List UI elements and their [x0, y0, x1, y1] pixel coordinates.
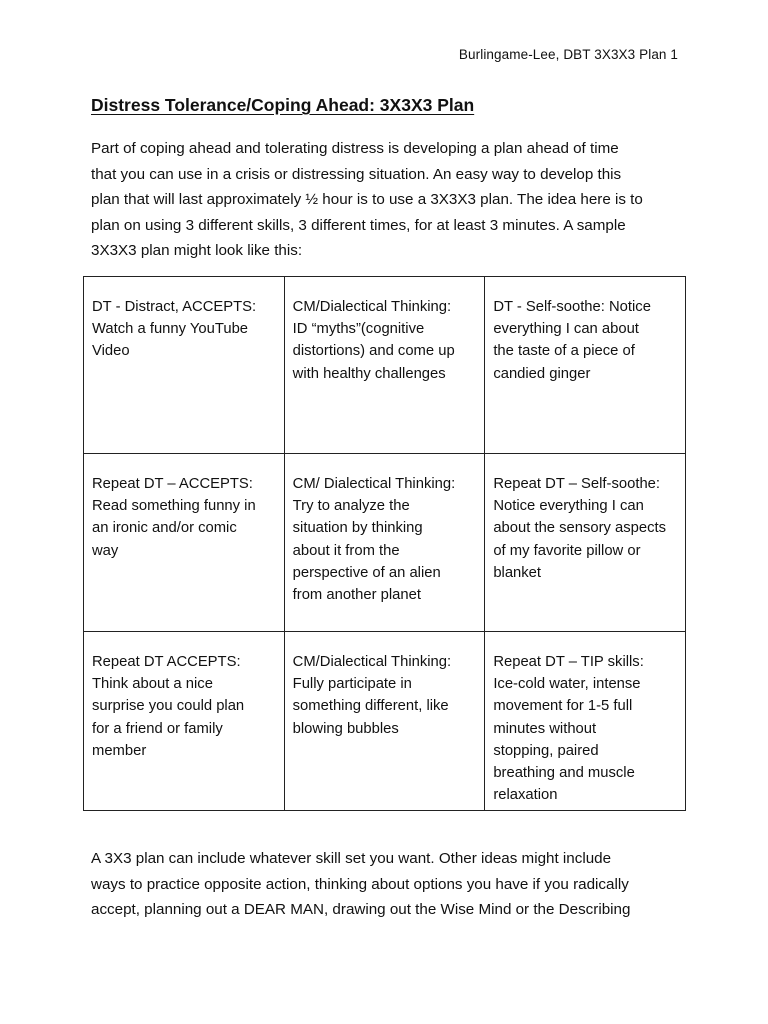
cell-line: for a friend or family: [92, 720, 223, 737]
intro-paragraph: [91, 136, 683, 264]
cell-line: Watch a funny YouTube: [92, 321, 249, 338]
cell-line: situation by thinking: [292, 520, 423, 537]
cell-line: DT - Self-soothe: Notice: [493, 299, 651, 315]
cell-line: surprise you could plan: [92, 698, 245, 715]
cell-line: relaxation: [493, 787, 558, 804]
table-cell: [84, 632, 285, 811]
cell-line: ID “myths”(cognitive: [292, 321, 425, 338]
cell-line: DT - Distract, ACCEPTS:: [92, 299, 257, 315]
cell-line: Repeat DT – Self-soothe:: [493, 476, 661, 492]
running-header: Burlingame-Lee, DBT 3X3X3 Plan 1: [458, 47, 678, 62]
cell-line: candied ginger: [493, 365, 591, 382]
table-cell: [485, 454, 686, 632]
closing-line: A 3X3 plan can include whatever skill set you want. Other ideas might include: [91, 850, 612, 867]
cell-line: everything I can about: [493, 321, 639, 338]
cell-line: CM/Dialectical Thinking:: [292, 654, 452, 670]
table-row: [84, 277, 686, 454]
table-row: [84, 454, 686, 632]
cell-line: from another planet: [292, 587, 421, 604]
cell-line: Fully participate in: [292, 676, 412, 693]
cell-line: CM/ Dialectical Thinking:: [292, 476, 456, 492]
table-row: [84, 632, 686, 811]
table-cell: [485, 277, 686, 454]
cell-line: of my favorite pillow or: [493, 542, 641, 559]
cell-line: Notice everything I can: [493, 498, 644, 515]
table-cell: [284, 454, 485, 632]
cell-line: Repeat DT – TIP skills:: [493, 654, 644, 670]
cell-line: an ironic and/or comic: [92, 520, 237, 537]
cell-line: the taste of a piece of: [493, 343, 635, 360]
cell-line: blowing bubbles: [292, 720, 399, 737]
closing-line: ways to practice opposite action, thinking about options you have if you radically: [91, 875, 629, 893]
cell-line: distortions) and come up: [292, 343, 455, 360]
cell-line: way: [92, 542, 119, 559]
table-cell: [84, 454, 285, 632]
intro-line: that you can use in a crisis or distressing situation. An easy way to develop this: [91, 165, 622, 183]
cell-line: blanket: [493, 564, 542, 581]
cell-line: Ice-cold water, intense: [493, 676, 641, 693]
cell-line: about it from the: [292, 542, 400, 559]
cell-line: Video: [92, 343, 130, 360]
cell-line: movement for 1-5 full: [493, 698, 633, 715]
cell-line: with healthy challenges: [292, 365, 446, 382]
cell-line: breathing and muscle: [493, 765, 635, 782]
table-cell: [84, 277, 285, 454]
table-cell: [284, 632, 485, 811]
closing-line: accept, planning out a DEAR MAN, drawing out the Wise Mind or the Describing: [91, 901, 631, 918]
intro-line: plan that will last approximately ½ hour is to use a 3X3X3 plan. The idea here is to: [91, 191, 643, 208]
cell-line: CM/Dialectical Thinking:: [292, 299, 452, 315]
plan-table: [83, 276, 686, 811]
cell-line: Repeat DT ACCEPTS:: [92, 654, 241, 670]
cell-line: Try to analyze the: [292, 498, 410, 515]
intro-line: plan on using 3 different skills, 3 different times, for at least 3 minutes. A sample: [91, 216, 626, 234]
closing-paragraph: [91, 846, 683, 923]
page-title: Distress Tolerance/Coping Ahead: 3X3X3 Plan: [91, 95, 475, 115]
cell-line: about the sensory aspects: [493, 520, 667, 537]
cell-line: Read something funny in: [92, 498, 256, 515]
cell-line: Repeat DT – ACCEPTS:: [92, 476, 253, 492]
intro-line: 3X3X3 plan might look like this:: [91, 242, 303, 259]
cell-line: perspective of an alien: [292, 564, 441, 581]
cell-line: member: [92, 742, 147, 759]
cell-line: Think about a nice: [92, 676, 213, 693]
table-cell: [485, 632, 686, 811]
cell-line: something different, like: [292, 698, 449, 715]
cell-line: minutes without: [493, 720, 597, 737]
table-cell: [284, 277, 485, 454]
cell-line: stopping, paired: [493, 742, 599, 759]
intro-line: Part of coping ahead and tolerating distress is developing a plan ahead of time: [91, 140, 619, 157]
